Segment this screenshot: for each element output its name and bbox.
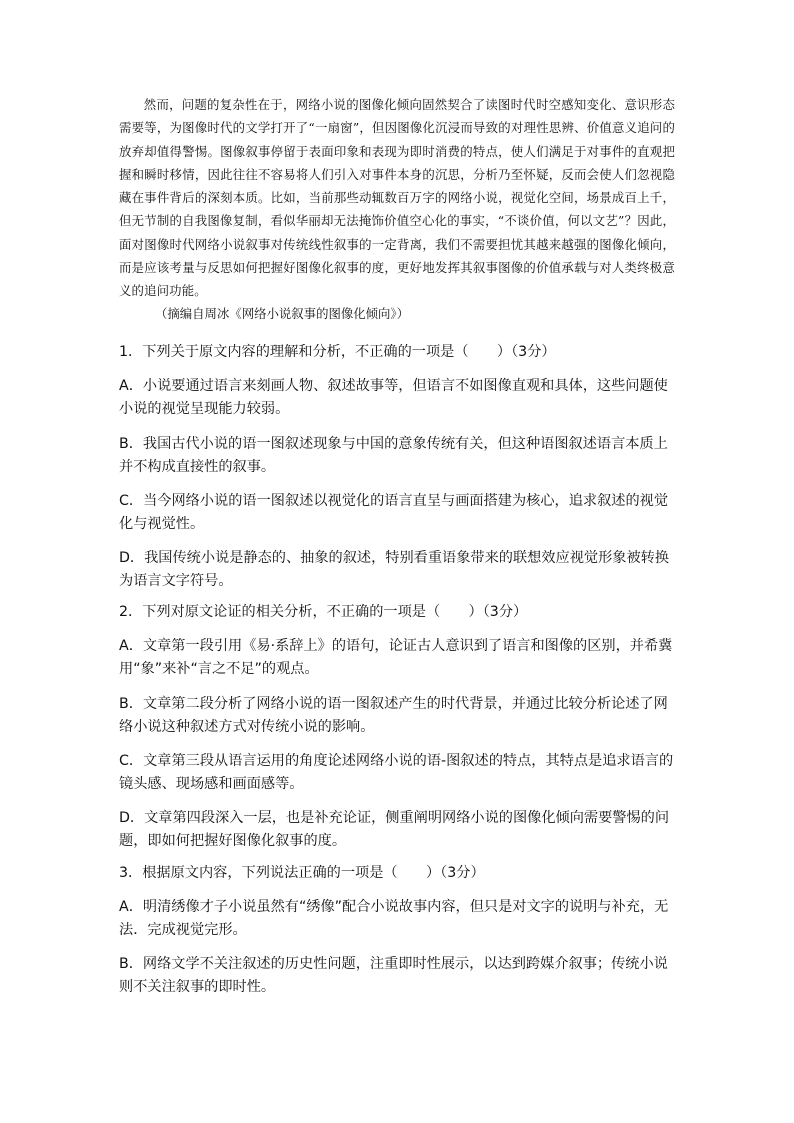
question-2-option-c: [119, 750, 679, 796]
passage-paragraph: 然而，问题的复杂性在于，网络小说的图像化倾向固然契合了读图时代时空感知变化、意识形态需要等，为图像时代的文学打开了“一扇窗”，但因图像化沉浸而导致的对理性思辨、价值意义追问的放弃却值得警惕。图像叙事停留于表面印象和表现为即时消费的特点，使人们满足于对事件的直观把握和瞬时移情，因此往往不容易将人们引入对事件本身的沉思，分析乃至怀疑，反而会使人们忽视隐藏在事件背后的深刻本质。比如，当前那些动辄数百万字的网络小说，视觉化空间，场景成百上千，但无节制的自我图像复制，看似华丽却无法掩饰价值空心化的事实，“不谈价值，何以文艺”？因此，面对图像时代网络小说叙事对传统线性叙事的一定背离，我们不需要担忧其越来越强的图像化倾向，而是应该考量与反思如何把握好图像化叙事的度，更好地发挥其叙事图像的价值承载与对人类终极意义的追问功能。: [119, 97, 675, 299]
question-2-option-d: [119, 807, 679, 853]
question-1-option-d: [119, 547, 679, 593]
option-text: B．网络文学不关注叙述的历史性问题，注重即时性展示，以达到跨媒介叙事；传统小说则不关注叙事的即时性。: [119, 956, 668, 995]
question-2-stem: [119, 601, 679, 624]
option-text: A．小说要通过语言来刻画人物、叙述故事等，但语言不如图像直观和具体，这些问题使小说的视觉呈现能力较弱。: [119, 378, 668, 417]
question-stem: 3．根据原文内容，下列说法正确的一项是（ ）（3分）: [119, 865, 485, 881]
question-1-option-c: [119, 490, 679, 536]
question-2-option-b: [119, 693, 679, 739]
option-text: A．明清绣像才子小说虽然有“绣像”配合小说故事内容，但只是对文字的说明与补充，无法．完成视觉完形。: [119, 899, 669, 938]
question-2-option-a: [119, 635, 679, 681]
question-1-option-b: [119, 433, 679, 479]
option-text: C．文章第三段从语言运用的角度论述网络小说的语-图叙述的特点，其特点是追求语言的镜头感、现场感和画面感等。: [119, 753, 674, 792]
question-1-option-a: [119, 375, 679, 421]
option-text: C．当今网络小说的语一图叙述以视觉化的语言直呈与画面搭建为核心，追求叙述的视觉化与视觉性。: [119, 493, 669, 532]
passage-text: [119, 93, 675, 303]
question-stem: 1．下列关于原文内容的理解和分析，不正确的一项是（ ）（3分）: [119, 344, 556, 360]
option-text: B．我国古代小说的语一图叙述现象与中国的意象传统有关，但这种语图叙述语言本质上并不构成直接性的叙事。: [119, 436, 668, 475]
option-text: D．文章第四段深入一层，也是补充论证，侧重阐明网络小说的图像化倾向需要警惕的问题，即如何把握好图像化叙事的度。: [119, 810, 670, 849]
question-3-stem: [119, 862, 679, 885]
passage-source: （摘编自周冰《网络小说叙事的图像化倾向》）: [155, 306, 410, 321]
question-1-stem: [119, 341, 679, 364]
question-3-option-a: [119, 896, 679, 942]
question-stem: 2．下列对原文论证的相关分析，不正确的一项是（ ）（3分）: [119, 604, 528, 620]
question-3-option-b: [119, 953, 679, 999]
option-text: A．文章第一段引用《易·系辞上》的语句，论证古人意识到了语言和图像的区别，并希冀用“象”来补“言之不足”的观点。: [119, 638, 673, 677]
option-text: D．我国传统小说是静态的、抽象的叙述，特别看重语象带来的联想效应视觉形象被转换为语言文字符号。: [119, 550, 670, 589]
option-text: B．文章第二段分析了网络小说的语一图叙述产生的时代背景，并通过比较分析论述了网络小说这种叙述方式对传统小说的影响。: [119, 696, 668, 735]
